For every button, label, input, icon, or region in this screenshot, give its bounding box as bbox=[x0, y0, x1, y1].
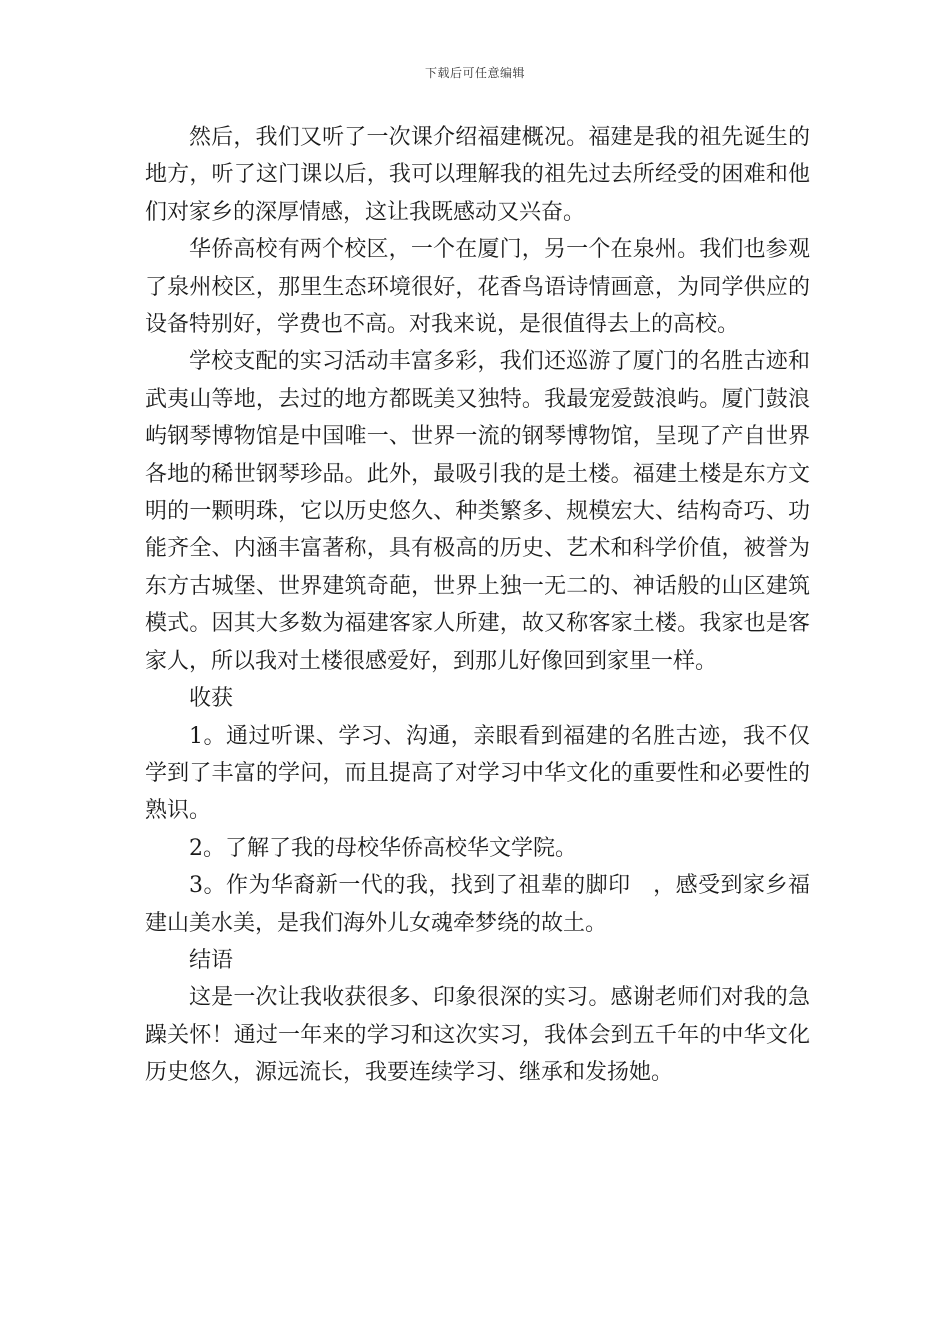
harvest-item-1: 1。通过听课、学习、沟通，亲眼看到福建的名胜古迹，我不仅学到了丰富的学问，而且提高了对学习中华文化的重要性和必要性的熟识。 bbox=[145, 723, 810, 824]
page-header-note: 下载后可任意编辑 bbox=[424, 66, 525, 80]
paragraph-fujian-overview: 然后，我们又听了一次课介绍福建概况。福建是我的祖先诞生的地方，听了这门课以后，我可以理解我的祖先过去所经受的困难和他们对家乡的深厚情感，这让我既感动又兴奋。 bbox=[145, 125, 810, 225]
paragraph-campuses: 华侨高校有两个校区，一个在厦门，另一个在泉州。我们也参观了泉州校区，那里生态环境很好，花香鸟语诗情画意，为同学供应的设备特别好，学费也不高。对我来说，是很值得去上的高校。 bbox=[145, 237, 810, 338]
document-body bbox=[145, 119, 810, 1092]
harvest-item-3: 3。作为华裔新一代的我，找到了祖辈的脚印 ，感受到家乡福建山美水美，是我们海外儿女魂牵梦绕的故土。 bbox=[145, 873, 810, 936]
section-heading-conclusion: 结语 bbox=[189, 947, 234, 973]
harvest-item-2: 2。了解了我的母校华侨高校华文学院。 bbox=[189, 835, 577, 861]
paragraph-conclusion: 这是一次让我收获很多、印象很深的实习。感谢老师们对我的急躁关怀！通过一年来的学习和这次实习，我体会到五千年的中华文化历史悠久，源远流长，我要连续学习、继承和发扬她。 bbox=[145, 985, 810, 1086]
section-heading-harvest: 收获 bbox=[189, 686, 234, 712]
paragraph-activities: 学校支配的实习活动丰富多彩，我们还巡游了厦门的名胜古迹和武夷山等地，去过的地方都既美又独特。我最宠爱鼓浪屿。厦门鼓浪屿钢琴博物馆是中国唯一、世界一流的钢琴博物馆，呈现了产自世界各地的稀世钢琴珍品。此外，最吸引我的是土楼。福建土楼是东方文明的一颗明珠，它以历史悠久、种类繁多、规模宏大、结构奇巧、功能齐全、内涵丰富著称，具有极高的历史、艺术和科学价值，被誉为东方古城堡、世界建筑奇葩，世界上独一无二的、神话般的山区建筑模式。因其大多数为福建客家人所建，故又称客家土楼。我家也是客家人，所以我对土楼很感爱好，到那儿好像回到家里一样。 bbox=[145, 349, 810, 674]
